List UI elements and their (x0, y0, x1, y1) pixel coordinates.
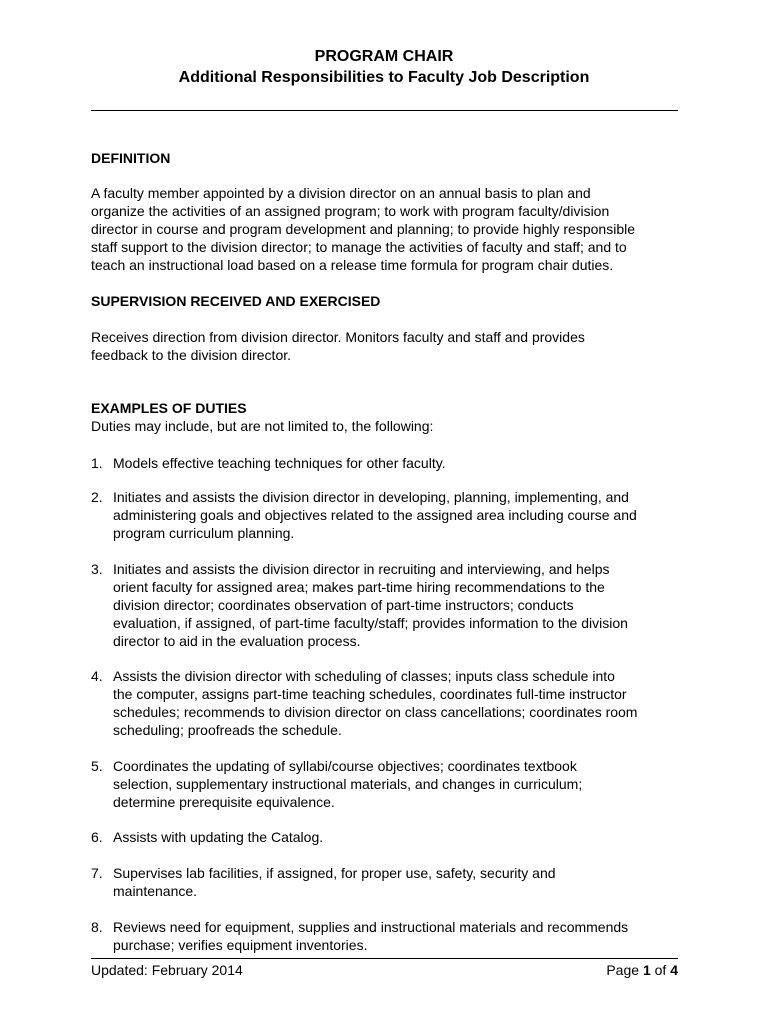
duty-item (91, 667, 691, 739)
page-current: 1 (642, 962, 651, 978)
supervision-heading: SUPERVISION RECEIVED AND EXERCISED (91, 293, 381, 309)
duty-line: maintenance. (113, 883, 198, 899)
duty-line: administering goals and objectives related to the assigned area including course and (113, 507, 637, 523)
duty-line: Coordinates the updating of syllabi/course objectives; coordinates textbook (113, 758, 577, 774)
supervision-line: feedback to the division director. (91, 347, 292, 363)
duties-heading: EXAMPLES OF DUTIES (91, 400, 247, 416)
page-total: 4 (670, 962, 678, 978)
duty-line: selection, supplementary instructional materials, and changes in curriculum; (113, 776, 583, 792)
duty-item (91, 918, 691, 954)
duty-text (113, 454, 691, 472)
duty-line: evaluation, if assigned, of part-time faculty/staff; provides information to the division (113, 615, 628, 631)
page-number (606, 961, 678, 979)
definition-line: organize the activities of an assigned program; to work with program faculty/division (91, 203, 610, 219)
definition-line: A faculty member appointed by a division director on an annual basis to plan and (91, 185, 591, 201)
supervision-line: Receives direction from division director. Monitors faculty and staff and provides (91, 329, 585, 345)
duty-text (113, 560, 691, 650)
duty-text (113, 488, 691, 542)
duty-line: purchase; verifies equipment inventories. (113, 937, 368, 953)
page-word: Page (606, 962, 640, 978)
duty-line: Supervises lab facilities, if assigned, for proper use, safety, security and (113, 865, 556, 881)
footer-divider (91, 958, 678, 959)
of-word: of (654, 962, 667, 978)
definition-line: staff support to the division director; to manage the activities of faculty and staff; and to (91, 239, 627, 255)
duty-text (113, 757, 691, 811)
duty-item (91, 828, 691, 846)
duty-number: 2. (91, 489, 103, 505)
duty-line: division director; coordinates observation of part-time instructors; conducts (113, 597, 574, 613)
duty-line: schedules; recommends to division director on class cancellations; coordinates room (113, 704, 638, 720)
duty-item (91, 488, 691, 542)
duty-line: program curriculum planning. (113, 525, 295, 541)
definition-heading: DEFINITION (91, 150, 171, 166)
footer-updated: Updated: February 2014 (91, 962, 243, 978)
duty-item (91, 454, 691, 472)
duty-line: Assists the division director with scheduling of classes; inputs class schedule into (113, 668, 615, 684)
duty-line: Initiates and assists the division director in developing, planning, implementing, and (113, 489, 629, 505)
duty-number: 1. (91, 455, 103, 471)
duty-line: scheduling; proofreads the schedule. (113, 722, 342, 738)
duty-line: Reviews need for equipment, supplies and instructional materials and recommends (113, 919, 629, 935)
duty-number: 6. (91, 829, 103, 845)
duty-text (113, 828, 691, 846)
duty-item (91, 864, 691, 900)
duty-number: 3. (91, 561, 103, 577)
duty-line: director to aid in the evaluation process. (113, 633, 361, 649)
supervision-paragraph (91, 328, 691, 364)
definition-line: teach an instructional load based on a release time formula for program chair duties. (91, 257, 614, 273)
duty-line: Models effective teaching techniques for other faculty. (113, 455, 446, 471)
duties-intro: Duties may include, but are not limited to, the following: (91, 418, 434, 434)
duty-number: 8. (91, 919, 103, 935)
duty-item (91, 560, 691, 650)
duty-text (113, 918, 691, 954)
duty-item (91, 757, 691, 811)
duty-line: orient faculty for assigned area; makes part-time hiring recommendations to the (113, 579, 605, 595)
duty-text (113, 864, 691, 900)
duty-number: 7. (91, 865, 103, 881)
duty-line: the computer, assigns part-time teaching schedules, coordinates full-time instructor (113, 686, 627, 702)
document-subtitle: Additional Responsibilities to Faculty Job Description (178, 69, 590, 86)
duty-number: 5. (91, 758, 103, 774)
document-title: PROGRAM CHAIR (314, 48, 454, 65)
definition-paragraph (91, 184, 691, 274)
duty-line: Assists with updating the Catalog. (113, 829, 324, 845)
header-divider (91, 110, 678, 111)
definition-line: director in course and program development and planning; to provide highly responsible (91, 221, 635, 237)
duty-line: determine prerequisite equivalence. (113, 794, 335, 810)
duty-line: Initiates and assists the division director in recruiting and interviewing, and helps (113, 561, 610, 577)
duty-number: 4. (91, 668, 103, 684)
duty-text (113, 667, 691, 739)
